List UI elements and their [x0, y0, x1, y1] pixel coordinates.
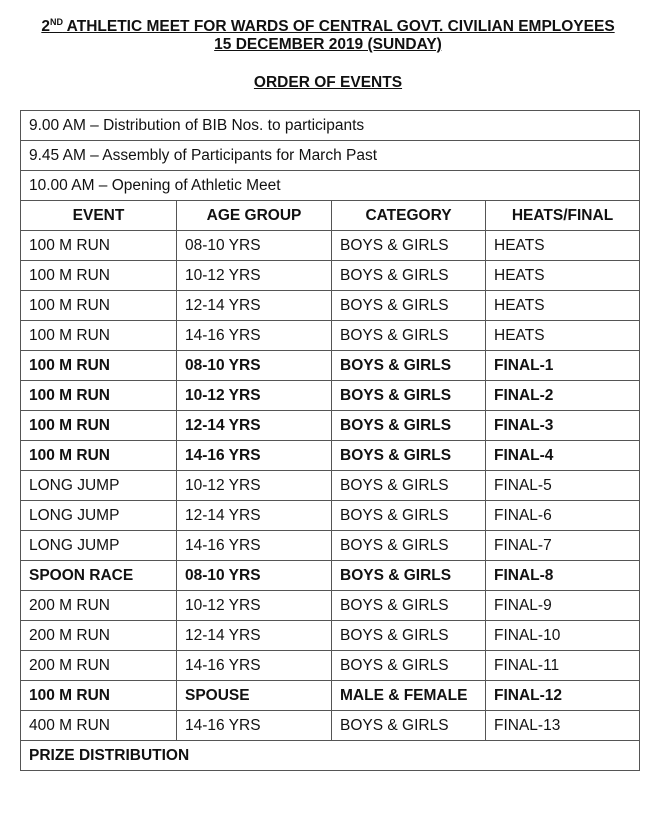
- events-table: [20, 110, 640, 771]
- table-row: [21, 261, 640, 291]
- stage-cell: FINAL-2: [486, 381, 640, 411]
- event-cell: 100 M RUN: [21, 291, 177, 321]
- category-cell: BOYS & GIRLS: [332, 471, 486, 501]
- age-group-cell: 10-12 YRS: [177, 591, 332, 621]
- footer-row: [21, 741, 640, 771]
- table-row: [21, 351, 640, 381]
- table-row: [21, 621, 640, 651]
- table-row: [21, 291, 640, 321]
- event-cell: 100 M RUN: [21, 321, 177, 351]
- table-row: [21, 711, 640, 741]
- column-header-heats-final: HEATS/FINAL: [486, 201, 640, 231]
- prize-distribution: PRIZE DISTRIBUTION: [21, 741, 640, 771]
- event-cell: LONG JUMP: [21, 531, 177, 561]
- event-cell: 100 M RUN: [21, 351, 177, 381]
- table-row: [21, 591, 640, 621]
- stage-cell: HEATS: [486, 261, 640, 291]
- event-cell: 400 M RUN: [21, 711, 177, 741]
- category-cell: BOYS & GIRLS: [332, 291, 486, 321]
- table-row: [21, 561, 640, 591]
- title-ordinal-suffix: ND: [49, 17, 63, 27]
- category-cell: BOYS & GIRLS: [332, 351, 486, 381]
- age-group-cell: 14-16 YRS: [177, 651, 332, 681]
- table-row: [21, 321, 640, 351]
- age-group-cell: 14-16 YRS: [177, 441, 332, 471]
- stage-cell: FINAL-13: [486, 711, 640, 741]
- category-cell: BOYS & GIRLS: [332, 501, 486, 531]
- event-cell: LONG JUMP: [21, 501, 177, 531]
- table-row: [21, 441, 640, 471]
- table-row: [21, 651, 640, 681]
- column-header-category: CATEGORY: [332, 201, 486, 231]
- event-cell: 100 M RUN: [21, 381, 177, 411]
- schedule-row: [21, 171, 640, 201]
- age-group-cell: 14-16 YRS: [177, 321, 332, 351]
- column-header-event: EVENT: [21, 201, 177, 231]
- age-group-cell: 12-14 YRS: [177, 291, 332, 321]
- header-row: [21, 201, 640, 231]
- age-group-cell: 12-14 YRS: [177, 621, 332, 651]
- category-cell: BOYS & GIRLS: [332, 561, 486, 591]
- table-row: [21, 531, 640, 561]
- stage-cell: FINAL-9: [486, 591, 640, 621]
- event-cell: 100 M RUN: [21, 681, 177, 711]
- event-cell: 200 M RUN: [21, 621, 177, 651]
- stage-cell: FINAL-10: [486, 621, 640, 651]
- event-cell: 100 M RUN: [21, 441, 177, 471]
- age-group-cell: 12-14 YRS: [177, 501, 332, 531]
- event-cell: 100 M RUN: [21, 411, 177, 441]
- table-row: [21, 411, 640, 441]
- title-text: ATHLETIC MEET FOR WARDS OF CENTRAL GOVT. CIVILIAN EMPLOYEES: [62, 18, 615, 35]
- meet-date: 15 DECEMBER 2019 (SUNDAY): [214, 36, 442, 53]
- category-cell: BOYS & GIRLS: [332, 621, 486, 651]
- age-group-cell: 14-16 YRS: [177, 531, 332, 561]
- stage-cell: FINAL-8: [486, 561, 640, 591]
- table-row: [21, 681, 640, 711]
- age-group-cell: SPOUSE: [177, 681, 332, 711]
- category-cell: BOYS & GIRLS: [332, 381, 486, 411]
- age-group-cell: 10-12 YRS: [177, 471, 332, 501]
- age-group-cell: 14-16 YRS: [177, 711, 332, 741]
- event-cell: 200 M RUN: [21, 651, 177, 681]
- category-cell: MALE & FEMALE: [332, 681, 486, 711]
- age-group-cell: 08-10 YRS: [177, 231, 332, 261]
- table-row: [21, 381, 640, 411]
- category-cell: BOYS & GIRLS: [332, 321, 486, 351]
- category-cell: BOYS & GIRLS: [332, 231, 486, 261]
- category-cell: BOYS & GIRLS: [332, 711, 486, 741]
- age-group-cell: 12-14 YRS: [177, 411, 332, 441]
- stage-cell: HEATS: [486, 321, 640, 351]
- category-cell: BOYS & GIRLS: [332, 441, 486, 471]
- meet-title: [0, 18, 656, 36]
- table-row: [21, 471, 640, 501]
- schedule-item-opening: 10.00 AM – Opening of Athletic Meet: [21, 171, 640, 201]
- event-cell: SPOON RACE: [21, 561, 177, 591]
- category-cell: BOYS & GIRLS: [332, 531, 486, 561]
- schedule-row: [21, 111, 640, 141]
- age-group-cell: 08-10 YRS: [177, 561, 332, 591]
- document-header: [0, 18, 656, 54]
- category-cell: BOYS & GIRLS: [332, 411, 486, 441]
- stage-cell: HEATS: [486, 231, 640, 261]
- schedule-item-bib: 9.00 AM – Distribution of BIB Nos. to participants: [21, 111, 640, 141]
- category-cell: BOYS & GIRLS: [332, 261, 486, 291]
- stage-cell: FINAL-3: [486, 411, 640, 441]
- stage-cell: FINAL-1: [486, 351, 640, 381]
- table-row: [21, 501, 640, 531]
- age-group-cell: 10-12 YRS: [177, 381, 332, 411]
- category-cell: BOYS & GIRLS: [332, 591, 486, 621]
- stage-cell: FINAL-7: [486, 531, 640, 561]
- stage-cell: HEATS: [486, 291, 640, 321]
- category-cell: BOYS & GIRLS: [332, 651, 486, 681]
- schedule-row: [21, 141, 640, 171]
- stage-cell: FINAL-4: [486, 441, 640, 471]
- stage-cell: FINAL-12: [486, 681, 640, 711]
- column-header-age-group: AGE GROUP: [177, 201, 332, 231]
- stage-cell: FINAL-5: [486, 471, 640, 501]
- stage-cell: FINAL-11: [486, 651, 640, 681]
- table-row: [21, 231, 640, 261]
- event-cell: 100 M RUN: [21, 231, 177, 261]
- age-group-cell: 10-12 YRS: [177, 261, 332, 291]
- event-cell: 100 M RUN: [21, 261, 177, 291]
- age-group-cell: 08-10 YRS: [177, 351, 332, 381]
- stage-cell: FINAL-6: [486, 501, 640, 531]
- event-cell: 200 M RUN: [21, 591, 177, 621]
- event-cell: LONG JUMP: [21, 471, 177, 501]
- schedule-item-assembly: 9.45 AM – Assembly of Participants for March Past: [21, 141, 640, 171]
- order-of-events-heading: ORDER OF EVENTS: [253, 74, 403, 91]
- title-ordinal-number: 2: [41, 18, 50, 35]
